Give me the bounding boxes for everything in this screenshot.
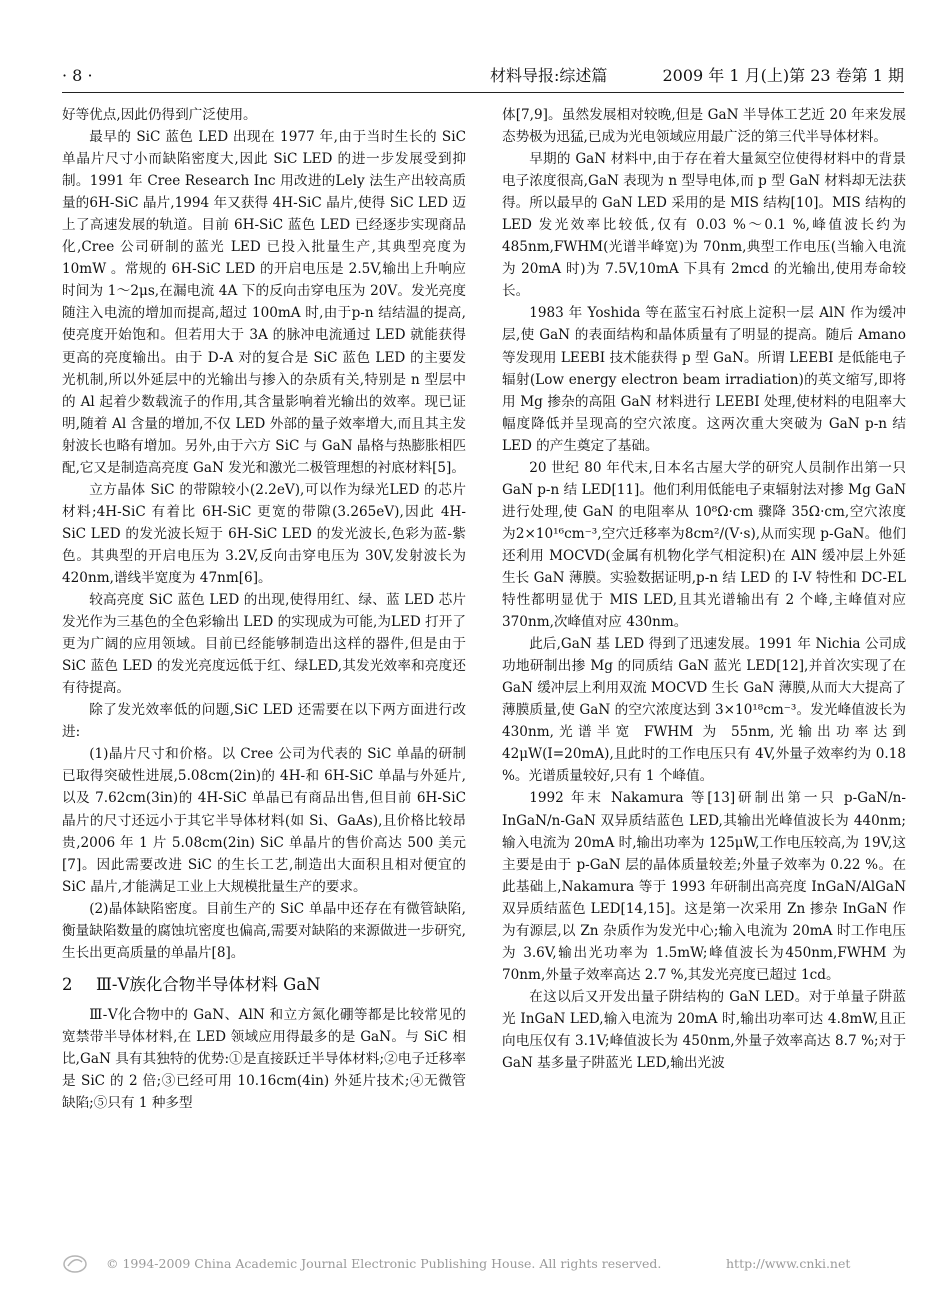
paragraph: 此后,GaN 基 LED 得到了迅速发展。1991 年 Nichia 公司成功地研制出掺 Mg 的同质结 GaN 蓝光 LED[12],并首次实现了在 GaN 缓冲层上利用双流 MOCVD 生长 GaN 薄膜,从而大大提高了薄膜质量,使 GaN 的空穴浓度达到 3×10¹⁸cm⁻³。发光峰值波长为 430nm,光谱半宽 FWHM 为 55nm,光输出功率达到 42μW(I=20mA),且此时的工作电压只有 4V,外量子效率约为 0.18 %。光谱质量较好,只有 1 个峰值。 <box>502 636 906 785</box>
paragraph: 早期的 GaN 材料中,由于存在着大量氮空位使得材料中的背景电子浓度很高,GaN 表现为 n 型导电体,而 p 型 GaN 材料却无法获得。所以最早的 GaN LED 采用的是 MIS 结构[10]。MIS 结构的LED 发光效率比较低,仅有 0.03 %～0.1 %,峰值波长约为 485nm,FWHM(光谱半峰宽)为 70nm,典型工作电压(当输入电流为 20mA 时)为 7.5V,10mA 下具有 2mcd 的光输出,使用寿命较长。 <box>502 151 906 300</box>
section-title: Ⅲ-Ⅴ族化合物半导体材料 GaN <box>96 974 321 994</box>
website-link[interactable]: http://www.cnki.net <box>726 1256 851 1271</box>
paragraph: 立方晶体 SiC 的带隙较小(2.2eV),可以作为绿光LED 的芯片材料;4H-SiC 有着比 6H-SiC 更宽的带隙(3.265eV),因此 4H-SiC LED 的发光波长短于 6H-SiC LED 的发光波长,色彩为蓝-紫色。其典型的开启电压为 3.2V,反向击穿电压为 30V,发射波长为 420nm,谱线半宽度为 47nm[6]。 <box>62 481 466 586</box>
paragraph: 最早的 SiC 蓝色 LED 出现在 1977 年,由于当时生长的 SiC 单晶片尺寸小而缺陷密度大,因此 SiC LED 的进一步发展受到抑制。1991 年 Cree Research Inc 用改进的Lely 法生产出较高质量的6H-SiC 晶片,1994 年又获得 4H-SiC 晶片,使得 SiC LED 迈上了高速发展的轨道。目前 6H-SiC 蓝色 LED 已经逐步实现商品化,Cree 公司研制的蓝光 LED 已投入批量生产,其典型亮度为 10mW 。常规的 6H-SiC LED 的开启电压是 2.5V,输出上升响应时间为 1～2μs,在漏电流 4A 下的反向击穿电压为 20V。发光亮度随注入电流的增加而提高,超过 100mA 时,由于p-n 结结温的提高,使亮度开始饱和。但若用大于 3A 的脉冲电流通过 LED 就能获得更高的亮度输出。由于 D-A 对的复合是 SiC 蓝色 LED 的主要发光机制,所以外延层中的光输出与掺入的杂质有关,特别是 n 型层中的 Al 起着少数载流子的作用,其含量影响着光输出的效率。现已证明,随着 Al 含量的增加,不仅 LED 外部的量子效率增大,而且其主发射波长也略有增加。另外,由于六方 SiC 与 GaN 晶格与热膨胀相匹配,它又是制造高亮度 GaN 发光和激光二极管理想的衬底材料[5]。 <box>62 129 466 476</box>
section-number: 2 <box>62 974 73 994</box>
page-footer <box>62 1254 904 1276</box>
paragraph: 好等优点,因此仍得到广泛使用。 <box>62 107 257 123</box>
page-number: · 8 · <box>62 66 93 85</box>
paragraph: 在这以后又开发出量子阱结构的 GaN LED。对于单量子阱蓝光 InGaN LED,输入电流为 20mA 时,输出功率可达 4.8mW,且正向电压仅有 3.1V;峰值波长为 450nm,外量子效率高达 8.7 %;对于 GaN 基多量子阱蓝光 LED,输出光波 <box>502 988 906 1072</box>
paragraph: 20 世纪 80 年代末,日本名古屋大学的研究人员制作出第一只 GaN p-n 结 LED[11]。他们利用低能电子束辐射法对掺 Mg GaN 进行处理,使 GaN 的电阻率从 10⁸Ω·cm 骤降 35Ω·cm,空穴浓度为2×10¹⁶cm⁻³,空穴迁移率为8cm²/(V·s),从而实现 p-GaN。他们还利用 MOCVD(金属有机物化学气相淀积)在 AlN 缓冲层上外延生长 GaN 薄膜。实验数据证明,p-n 结 LED 的 I-V 特性和 DC-EL 特性都明显优于 MIS LED,且其光谱输出有 2 个峰,主峰值对应 370nm,次峰值对应 430nm。 <box>502 459 906 631</box>
paragraph: 除了发光效率低的问题,SiC LED 还需要在以下两方面进行改进: <box>62 702 466 741</box>
paragraph: (1)晶片尺寸和价格。以 Cree 公司为代表的 SiC 单晶的研制已取得突破性进展,5.08cm(2in)的 4H-和 6H-SiC 单晶与外延片,以及 7.62cm(3in)的 4H-SiC 单晶已有商品出售,但目前 6H-SiC 晶片的尺寸还远小于其它半导体材料(如 Si、GaAs),且价格比较昂贵,2006 年 1 片 5.08cm(2in) SiC 单晶片的售价高达 500 美元[7]。因此需要改进 SiC 的生长工艺,制造出大面积且相对便宜的 SiC 晶片,才能满足工业上大规模批量生产的要求。 <box>62 746 466 895</box>
left-column <box>62 104 466 1114</box>
paragraph: 体[7,9]。虽然发展相对较晚,但是 GaN 半导体工艺近 20 年来发展态势极为迅猛,已成为光电领域应用最广泛的第三代半导体材料。 <box>502 107 906 146</box>
paragraph: 1992 年末 Nakamura 等[13]研制出第一只 p-GaN/n-InGaN/n-GaN 双异质结蓝色 LED,其输出光峰值波长为 440nm;输入电流为 20mA 时,输出功率为 125μW,工作电压较高,为 19V,这主要是由于 p-GaN 层的晶体质量较差;外量子效率为 0.22 %。在此基础上,Nakamura 等于 1993 年研制出高亮度 InGaN/AlGaN 双异质结蓝色 LED[14,15]。这是第一次采用 Zn 掺杂 InGaN 作为有源层,以 Zn 杂质作为发光中心;输入电流为 20mA 时工作电压为 3.6V,输出光功率为 1.5mW;峰值波长为450nm,FWHM 为 70nm,外量子效率高达 2.7 %,其发光亮度已超过 1cd。 <box>502 790 906 983</box>
section-heading <box>62 972 466 998</box>
paragraph: Ⅲ-Ⅴ化合物中的 GaN、AlN 和立方氮化硼等都是比较常见的宽禁带半导体材料,在 LED 领域应用得最多的是 GaN。与 SiC 相比,GaN 具有其独特的优势:①是直接跃迁半导体材料;②电子迁移率是 SiC 的 2 倍;③已经可用 10.16cm(4in) 外延片技术;④无微管缺陷;⑤只有 1 种多型 <box>62 1006 466 1112</box>
right-column <box>502 104 906 1074</box>
publisher-logo-icon <box>62 1254 88 1274</box>
page-header <box>62 62 904 90</box>
paragraph: 较高亮度 SiC 蓝色 LED 的出现,使得用红、绿、蓝 LED 芯片发光作为三基色的全色彩输出 LED 的实现成为可能,为LED 打开了更为广阔的应用领域。目前已经能够制造出这样的器件,但是由于 SiC 蓝色 LED 的发光亮度远低于红、绿LED,其发光效率和亮度还有待提高。 <box>62 592 466 697</box>
issue-info: 2009 年 1 月(上)第 23 卷第 1 期 <box>662 66 904 85</box>
journal-title: 材料导报:综述篇 <box>490 66 608 85</box>
paragraph: 1983 年 Yoshida 等在蓝宝石衬底上淀积一层 AlN 作为缓冲层,使 GaN 的表面结构和晶体质量有了明显的提高。随后 Amano 等发现用 LEEBI 技术能获得 p 型 GaN。所谓 LEEBI 是低能电子辐射(Low energy electron beam irradiation)的英文缩写,即将用 Mg 掺杂的高阻 GaN 材料进行 LEEBI 处理,使材料的电阻率大幅度降低并呈现高的空穴浓度。这两次重大突破为 GaN p-n 结 LED 的产生奠定了基础。 <box>502 305 906 454</box>
header-rule <box>62 92 904 93</box>
copyright-notice: © 1994-2009 China Academic Journal Electronic Publishing House. All rights reserved. <box>106 1256 662 1271</box>
paragraph: (2)晶体缺陷密度。目前生产的 SiC 单晶中还存在有微管缺陷,衡量缺陷数量的腐蚀坑密度也偏高,需要对缺陷的来源做进一步研究,生长出更高质量的单晶片[8]。 <box>62 900 466 961</box>
